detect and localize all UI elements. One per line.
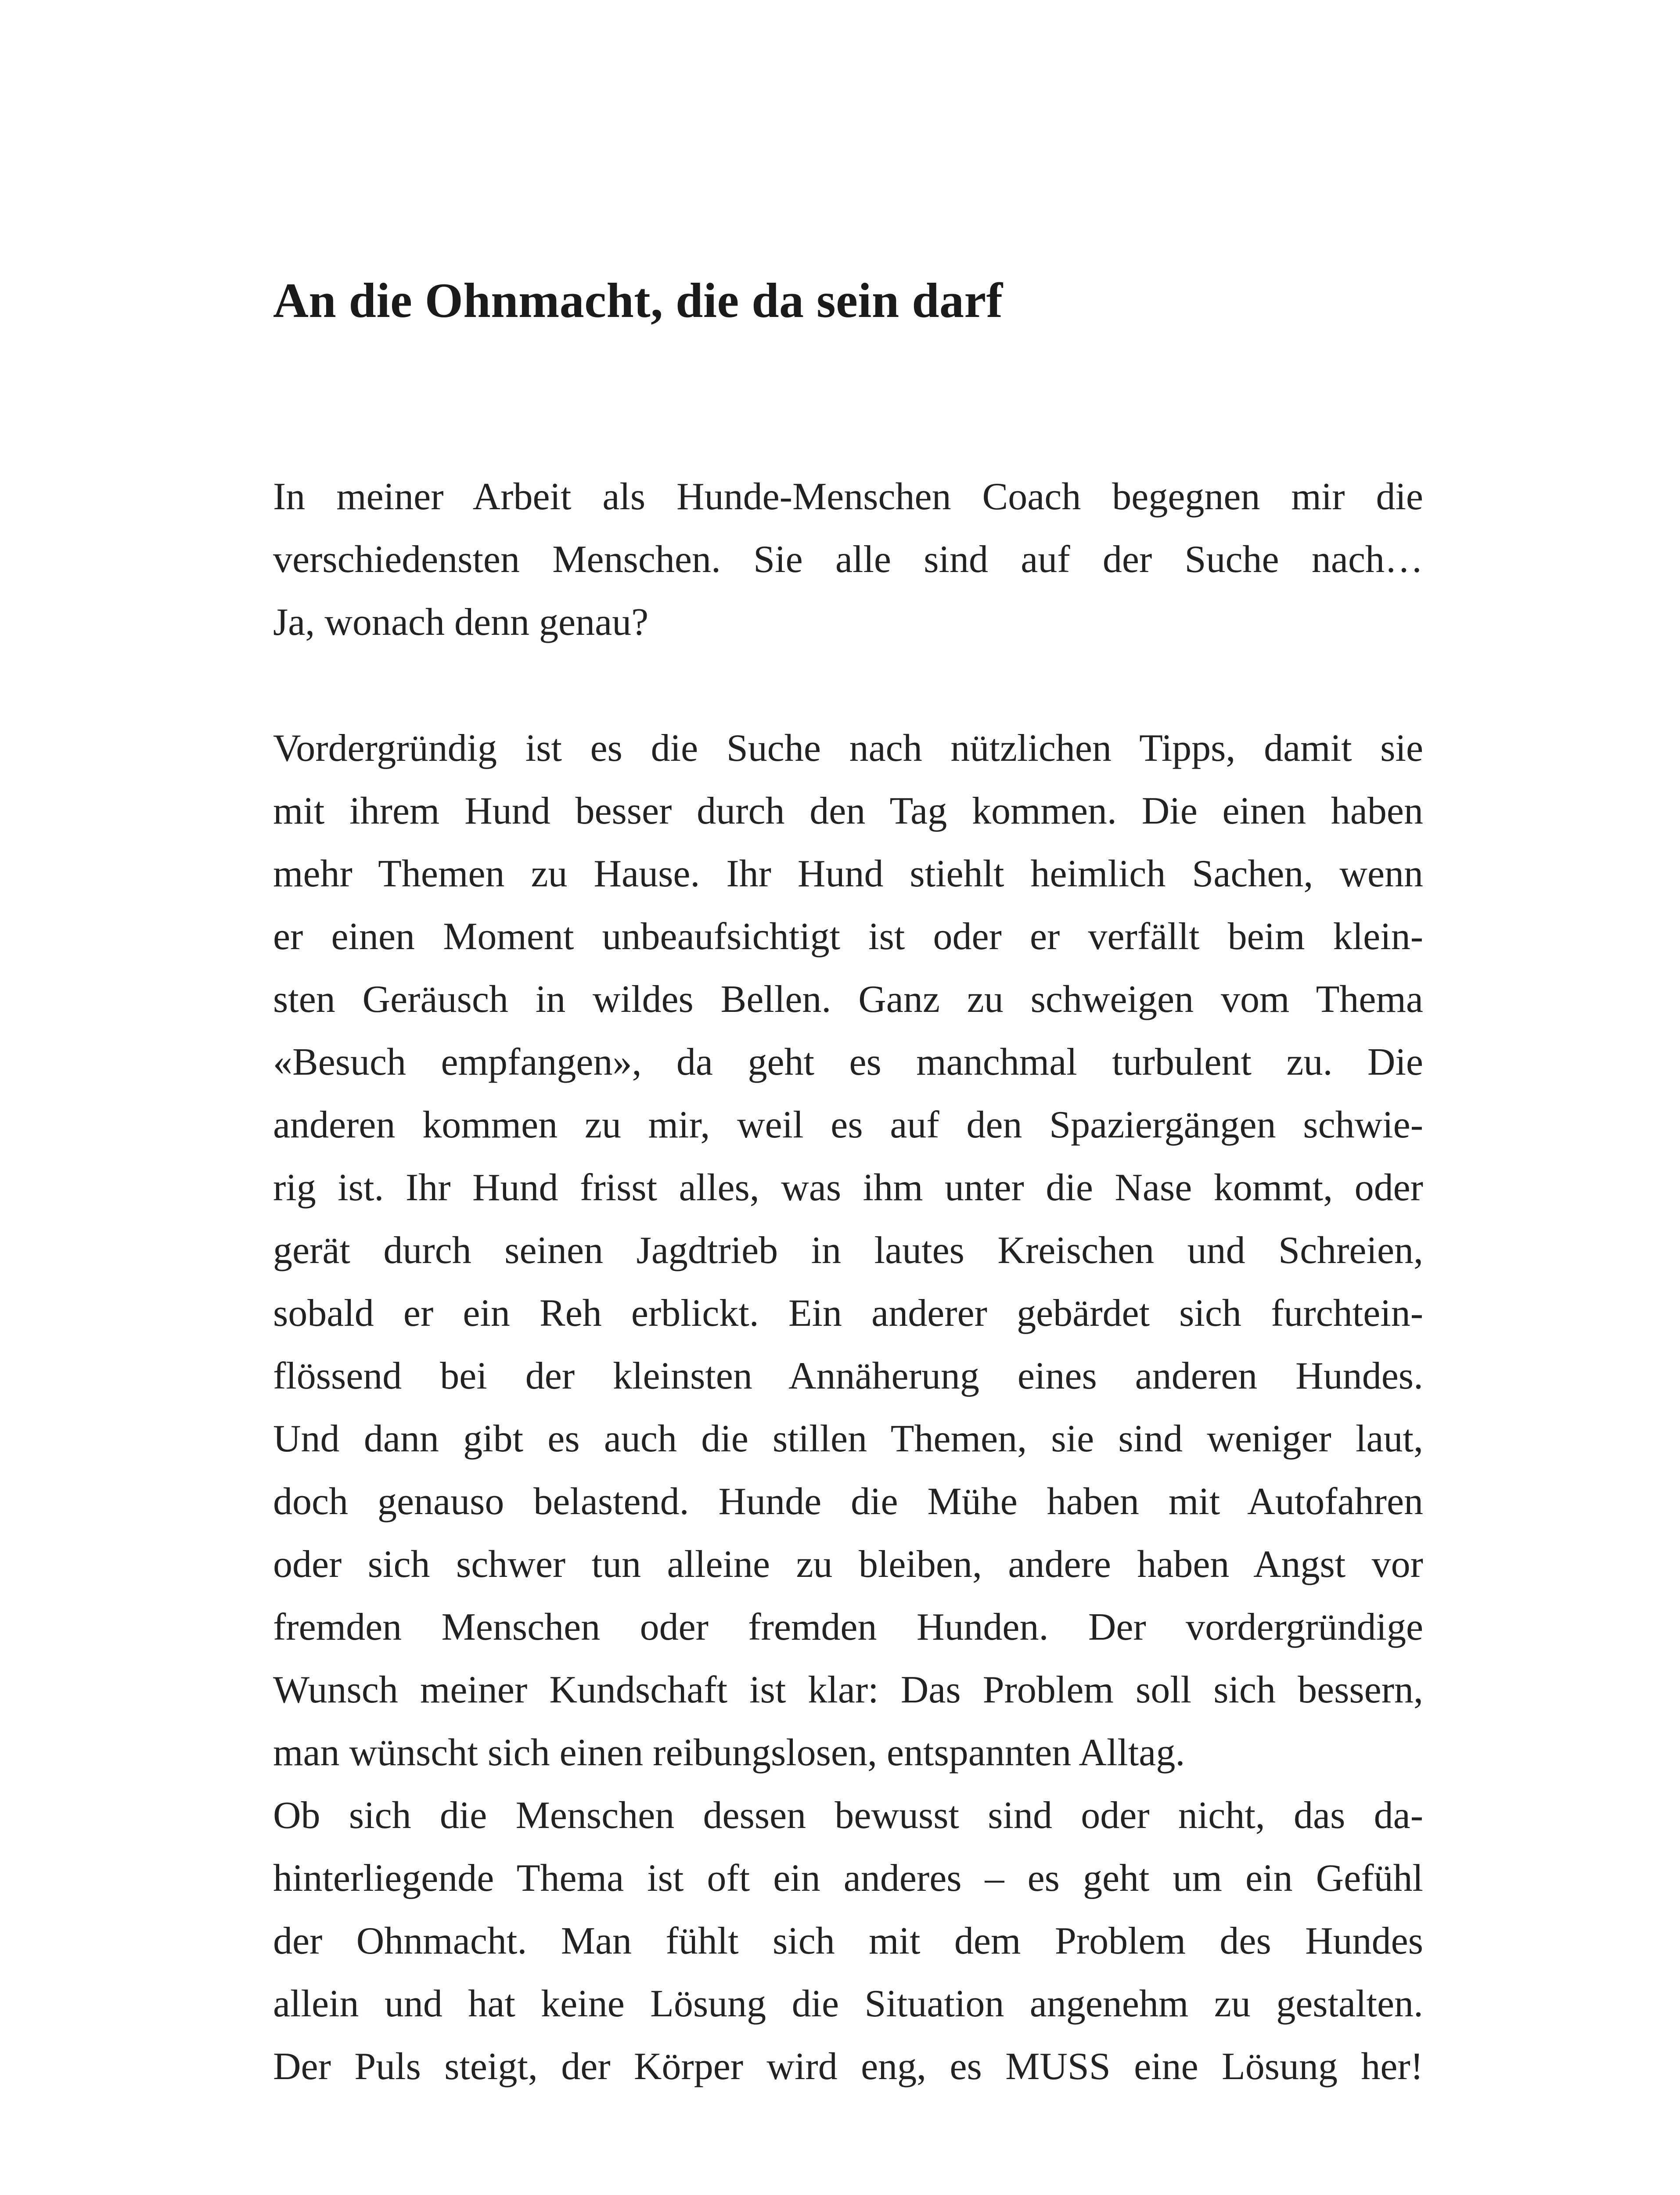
text-line: man wünscht sich einen reibungslosen, entspannten Alltag. <box>273 1731 1185 1774</box>
chapter-title: An die Ohnmacht, die da sein darf <box>273 273 1003 328</box>
text-line: Ob sich die Menschen dessen bewusst sind oder nicht, das da- <box>273 1794 1423 1837</box>
text-line: Vordergründig ist es die Suche nach nützlichen Tipps, damit sie <box>273 727 1423 770</box>
paragraph-main <box>273 717 1423 2098</box>
text-line: verschiedensten Menschen. Sie alle sind auf der Suche nach… <box>273 538 1423 581</box>
text-line: flössend bei der kleinsten Annäherung eines anderen Hundes. <box>273 1355 1423 1397</box>
text-line: sten Geräusch in wildes Bellen. Ganz zu schweigen vom Thema <box>273 978 1423 1021</box>
text-line: Ja, wonach denn genau? <box>273 601 649 644</box>
text-line: er einen Moment unbeaufsichtigt ist oder er verfällt beim klein- <box>273 915 1423 958</box>
text-line: gerät durch seinen Jagdtrieb in lautes Kreischen und Schreien, <box>273 1229 1423 1272</box>
text-line: Wunsch meiner Kundschaft ist klar: Das Problem soll sich bessern, <box>273 1669 1423 1711</box>
text-line: doch genauso belastend. Hunde die Mühe haben mit Autofahren <box>273 1480 1423 1523</box>
text-line: rig ist. Ihr Hund frisst alles, was ihm unter die Nase kommt, oder <box>273 1166 1423 1209</box>
text-line: sobald er ein Reh erblickt. Ein anderer gebärdet sich furchtein- <box>273 1292 1423 1335</box>
text-line: Der Puls steigt, der Körper wird eng, es MUSS eine Lösung her! <box>273 2045 1423 2088</box>
text-line: allein und hat keine Lösung die Situation angenehm zu gestalten. <box>273 1983 1423 2025</box>
text-line: mehr Themen zu Hause. Ihr Hund stiehlt heimlich Sachen, wenn <box>273 853 1423 895</box>
text-line: fremden Menschen oder fremden Hunden. Der vordergründige <box>273 1606 1423 1648</box>
paragraph-intro <box>273 465 1423 654</box>
text-line: «Besuch empfangen», da geht es manchmal turbulent zu. Die <box>273 1041 1423 1083</box>
text-line: oder sich schwer tun alleine zu bleiben, andere haben Angst vor <box>273 1543 1423 1586</box>
text-line: Und dann gibt es auch die stillen Themen, sie sind weniger laut, <box>273 1418 1423 1460</box>
text-line: mit ihrem Hund besser durch den Tag kommen. Die einen haben <box>273 790 1423 832</box>
text-line: In meiner Arbeit als Hunde-Menschen Coach begegnen mir die <box>273 475 1423 518</box>
text-line: anderen kommen zu mir, weil es auf den Spaziergängen schwie- <box>273 1104 1423 1146</box>
text-line: der Ohnmacht. Man fühlt sich mit dem Problem des Hundes <box>273 1920 1423 1962</box>
text-line: hinterliegende Thema ist oft ein anderes – es geht um ein Gefühl <box>273 1857 1423 1900</box>
